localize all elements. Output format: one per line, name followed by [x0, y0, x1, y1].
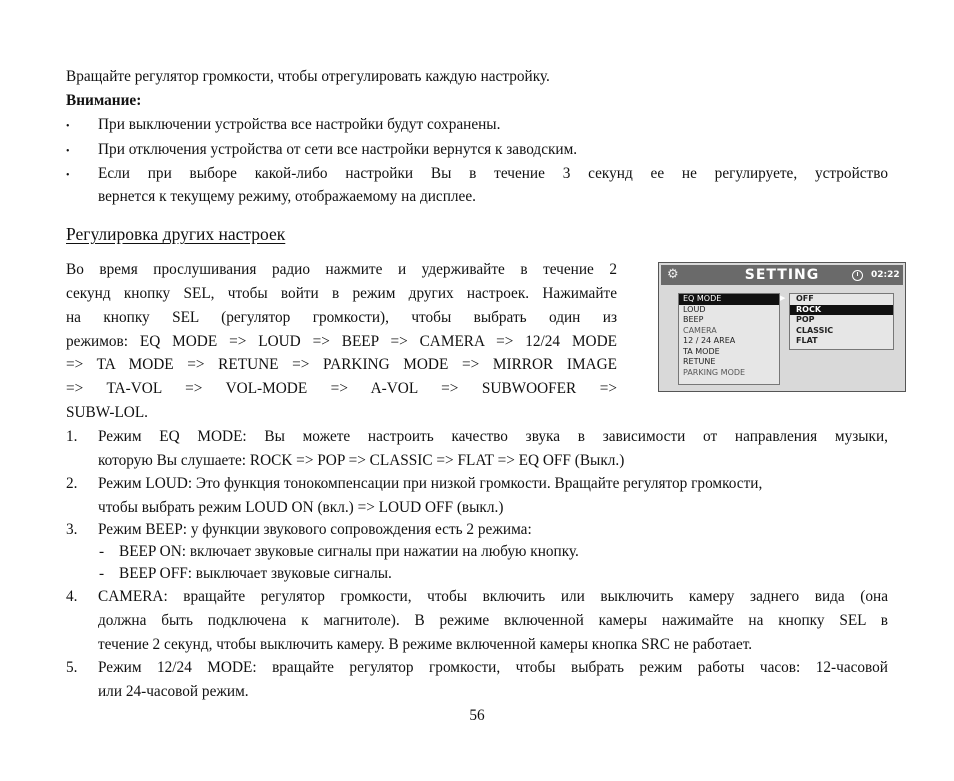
item-4-number: 4. [66, 588, 78, 605]
bullet-2: При отключения устройства от сети все настройки вернутся к заводским. [98, 141, 578, 158]
beep-sub-2-dash: - [99, 565, 105, 582]
menu-item-camera: CAMERA [683, 325, 717, 335]
para-line-7: SUBW-LOL. [66, 404, 149, 421]
bullet-2-marker: • [66, 146, 70, 157]
menu-item-loud: LOUD [683, 304, 706, 314]
option-rock: ROCK [790, 305, 893, 316]
menu-item-retune: RETUNE [683, 357, 716, 366]
device-settings-screen [658, 262, 906, 392]
bullet-3-marker: • [66, 170, 70, 181]
bullet-3-line-2: вернется к текущему режиму, отображаемому на дисплее. [98, 188, 476, 205]
beep-sub-2: BEEP OFF: выключает звуковые сигналы. [119, 565, 392, 582]
selection-arrow [780, 293, 788, 383]
option-pop: POP [796, 315, 815, 324]
item-1-line-2: которую Вы слушаете: ROCK => POP => CLASSIC => FLAT => EQ OFF (Выкл.) [98, 452, 625, 469]
option-off: OFF [796, 294, 814, 303]
item-4-line-3: течение 2 секунд, чтобы выключить камеру. В режиме включенной камеры кнопка SRC не работает. [98, 636, 753, 653]
item-1-line-1: Режим EQ MODE: Вы можете настроить качество звука в зависимости от направления музыки, [98, 428, 888, 445]
section-title: Регулировка других настроек [66, 224, 286, 244]
item-4-line-1: CAMERA: вращайте регулятор громкости, чтобы включить или выключить камеру заднего вида (она [98, 588, 888, 605]
para-line-6: => TA-VOL => VOL-MODE => A-VOL => SUBWOOFER => [66, 380, 617, 397]
screen-header [661, 265, 903, 285]
para-line-2: секунд кнопку SEL, чтобы войти в режим других настроек. Нажимайте [66, 285, 617, 302]
screen-time: 02:22 [871, 270, 900, 280]
attention-label: Внимание: [66, 92, 142, 109]
para-line-4: режимов: EQ MODE => LOUD => BEEP => CAMERA => 12/24 MODE [66, 333, 617, 350]
bullet-1-marker: • [66, 121, 70, 132]
item-5-line-2: или 24-часовой режим. [98, 683, 249, 700]
beep-sub-1-dash: - [99, 543, 105, 560]
gear-icon: ⚙ [667, 267, 679, 282]
item-3-line-1: Режим BEEP: у функции звукового сопровождения есть 2 режима: [98, 521, 532, 538]
menu-item-ta-mode: TA MODE [683, 346, 720, 356]
page-number: 56 [469, 707, 485, 724]
para-line-1: Во время прослушивания радио нажмите и удерживайте в течение 2 [66, 261, 617, 278]
bullet-1: При выключении устройства все настройки будут сохранены. [98, 116, 501, 133]
item-3-number: 3. [66, 521, 78, 538]
item-2-line-1: Режим LOUD: Это функция тонокомпенсации при низкой громкости. Вращайте регулятор громкости, [98, 475, 763, 492]
menu-item-12-24-area: 12 / 24 AREA [683, 336, 736, 345]
beep-sub-1: BEEP ON: включает звуковые сигналы при нажатии на любую кнопку. [119, 543, 579, 560]
intro-text: Вращайте регулятор громкости, чтобы отрегулировать каждую настройку. [66, 68, 550, 85]
item-2-number: 2. [66, 475, 78, 492]
item-2-line-2: чтобы выбрать режим LOUD ON (вкл.) => LOUD OFF (выкл.) [98, 499, 504, 516]
para-line-5: => TA MODE => RETUNE => PARKING MODE => MIRROR IMAGE [66, 356, 617, 373]
menu-item-beep: BEEP [683, 315, 704, 324]
item-1-number: 1. [66, 428, 78, 445]
option-classic: CLASSIC [796, 325, 834, 335]
bullet-3-line-1: Если при выборе какой-либо настройки Вы в течение 3 секунд ее не регулируете, устройство [98, 165, 888, 182]
eq-options-list [789, 293, 894, 350]
settings-menu-list [678, 293, 780, 385]
item-5-line-1: Режим 12/24 MODE: вращайте регулятор громкости, чтобы выбрать режим работы часов: 12-часовой [98, 659, 888, 676]
screen-title: SETTING [744, 267, 820, 283]
menu-item-parking-mode: PARKING MODE [683, 367, 746, 377]
item-5-number: 5. [66, 659, 78, 676]
para-line-3: на кнопку SEL (регулятор громкости), чтобы выбрать один из [66, 309, 617, 326]
clock-icon [852, 270, 863, 281]
menu-item-eq-mode: EQ MODE [679, 294, 779, 305]
item-4-line-2: должна быть подключена к магнитоле). В режиме включенной камеры нажимайте на кнопку SEL в [98, 612, 888, 629]
arrow-right-icon: ▶ [780, 294, 786, 302]
option-flat: FLAT [796, 336, 818, 345]
